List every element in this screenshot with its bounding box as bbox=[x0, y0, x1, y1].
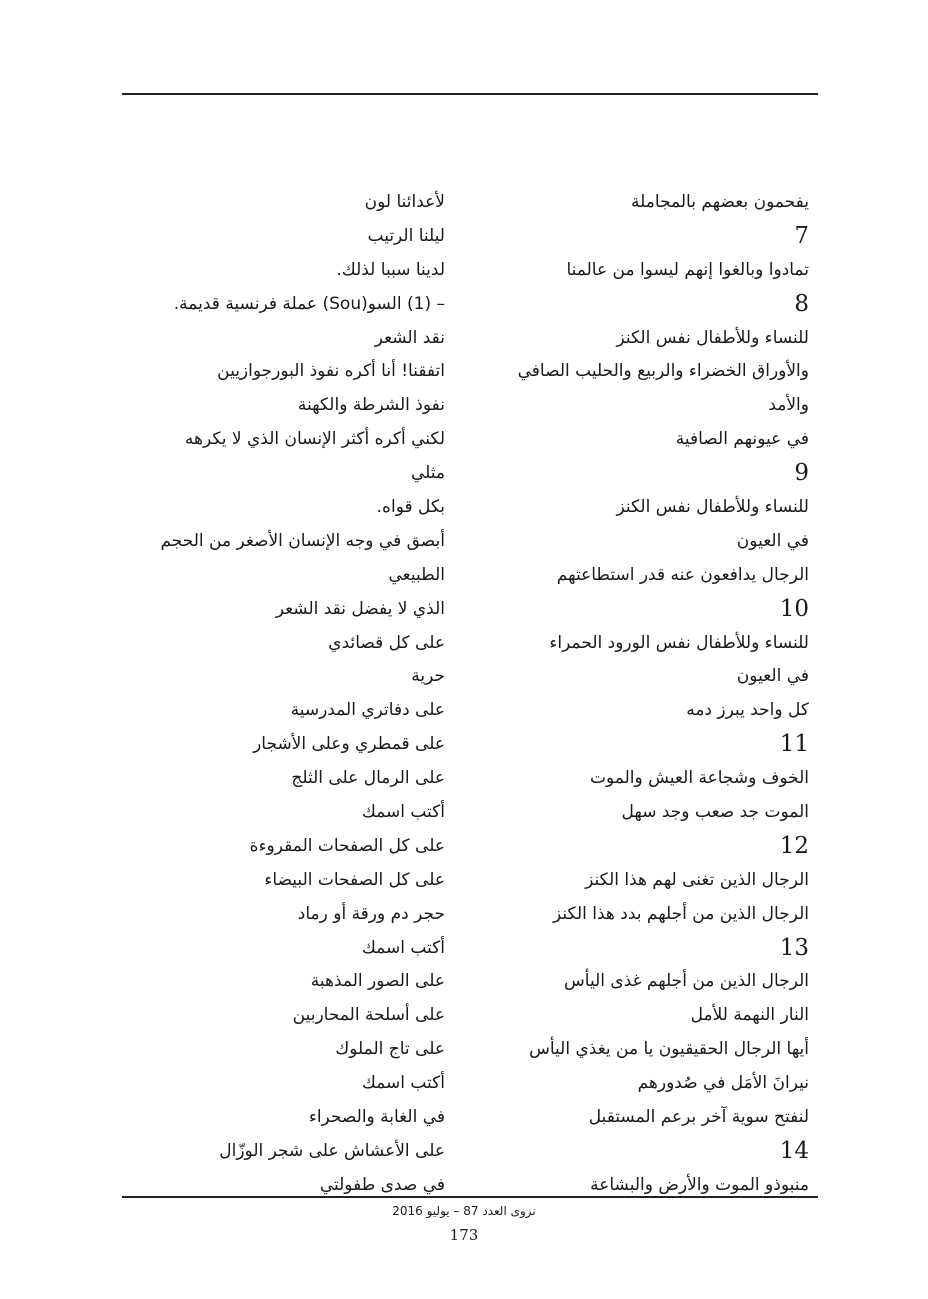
stanza-number: 10 bbox=[779, 595, 809, 622]
verse-line: في العيون bbox=[736, 666, 809, 687]
footer-issue-info: نزوى العدد 87 – يوليو 2016 bbox=[392, 1204, 536, 1218]
verse-line: الرجال الذين من أجلهم بدد هذا الكنز bbox=[553, 903, 809, 924]
verse-line: اتفقنا! أنا أكره نفوذ البورجوازيين bbox=[217, 361, 445, 382]
stanza-number: 9 bbox=[794, 460, 809, 487]
verse-line: للنساء وللأطفال نفس الورود الحمراء bbox=[549, 632, 809, 653]
verse-line: الرجال الذين من أجلهم غذى اليأس bbox=[564, 971, 809, 992]
stanza-number: 8 bbox=[794, 290, 809, 317]
verse-line: أبصق في وجه الإنسان الأصغر من الحجم bbox=[160, 530, 445, 551]
verse-line: – (1) السو(Sou) عملة فرنسية قديمة. bbox=[173, 293, 445, 314]
verse-line: حرية bbox=[411, 666, 445, 687]
verse-line: والأمد bbox=[768, 395, 809, 416]
stanza-number: 13 bbox=[779, 934, 809, 961]
verse-line: تمادوا وبالغوا إنهم ليسوا من عالمنا bbox=[566, 259, 809, 280]
verse-line: يفحمون بعضهم بالمجاملة bbox=[631, 192, 809, 212]
verse-line: أكتب اسمك bbox=[361, 1073, 445, 1094]
verse-line: نيرانَ الأمَل في صُدورهم bbox=[637, 1073, 809, 1094]
verse-line: على كل الصفحات البيضاء bbox=[264, 869, 445, 890]
verse-line: لأعدائنا لون bbox=[364, 192, 445, 212]
footer-divider bbox=[122, 1196, 818, 1198]
stanza-number: 14 bbox=[779, 1137, 809, 1164]
verse-line: على قمطري وعلى الأشجار bbox=[253, 734, 445, 755]
verse-line: في العيون bbox=[736, 530, 809, 551]
verse-line: والأوراق الخضراء والربيع والحليب الصافي bbox=[517, 361, 809, 382]
verse-line: في الغابة والصحراء bbox=[308, 1107, 445, 1128]
verse-line: الرجال الذين تغنى لهم هذا الكنز bbox=[585, 869, 809, 890]
stanza-number: 11 bbox=[779, 731, 809, 758]
verse-line: الطبيعي bbox=[388, 564, 445, 585]
verse-line: على دفاتري المدرسية bbox=[290, 700, 445, 721]
verse-line: حجر دم ورقة أو رماد bbox=[297, 903, 445, 924]
verse-line: أيها الرجال الحقيقيون يا من يغذي اليأس bbox=[529, 1039, 809, 1060]
verse-line: بكل قواه. bbox=[376, 497, 445, 518]
verse-line: كل واحد يبرز دمه bbox=[686, 700, 809, 721]
verse-line: الرجال يدافعون عنه قدر استطاعتهم bbox=[556, 564, 809, 585]
verse-line: لدينا سببا لذلك. bbox=[336, 259, 445, 280]
verse-line: لنفتح سوية آخر برعم المستقبل bbox=[588, 1107, 809, 1128]
stanza-number: 7 bbox=[794, 222, 809, 249]
poem-column-right bbox=[464, 186, 809, 1203]
verse-line: على تاج الملوك bbox=[335, 1039, 445, 1060]
verse-line: نفوذ الشرطة والكهنة bbox=[297, 395, 445, 416]
verse-line: للنساء وللأطفال نفس الكنز bbox=[616, 497, 809, 518]
verse-line: على أسلحة المحاربين bbox=[292, 1005, 445, 1026]
verse-line: الذي لا يفضل نقد الشعر bbox=[275, 598, 445, 619]
poem-column-left bbox=[100, 186, 445, 1203]
verse-line: على كل قصائدي bbox=[328, 632, 445, 653]
verse-line: للنساء وللأطفال نفس الكنز bbox=[616, 327, 809, 348]
page-number: 173 bbox=[449, 1226, 479, 1244]
verse-line: أكتب اسمك bbox=[361, 937, 445, 958]
verse-line: النار النهمة للأمل bbox=[690, 1005, 809, 1026]
verse-line: أكتب اسمك bbox=[361, 802, 445, 823]
verse-line: على كل الصفحات المقروءة bbox=[249, 835, 445, 856]
verse-line: نقد الشعر bbox=[374, 327, 445, 348]
verse-line: على الأعشاش على شجر الوزّال bbox=[219, 1140, 445, 1161]
verse-line: على الصور المذهبة bbox=[310, 971, 445, 992]
verse-line: ليلنا الرتيب bbox=[367, 225, 445, 246]
verse-line: الخوف وشجاعة العيش والموت bbox=[590, 768, 809, 789]
header-divider bbox=[122, 93, 818, 95]
verse-line: منبوذو الموت والأرض والبشاعة bbox=[590, 1174, 809, 1195]
stanza-number: 12 bbox=[779, 832, 809, 859]
verse-line: الموت جد صعب وجد سهل bbox=[621, 802, 809, 823]
verse-line: مثلي bbox=[410, 463, 445, 484]
verse-line: على الرمال على الثلج bbox=[291, 768, 445, 789]
verse-line: في صدى طفولتي bbox=[319, 1174, 445, 1195]
verse-line: لكني أكره أكثر الإنسان الذي لا يكرهه bbox=[184, 429, 445, 450]
verse-line: في عيونهم الصافية bbox=[675, 429, 809, 450]
